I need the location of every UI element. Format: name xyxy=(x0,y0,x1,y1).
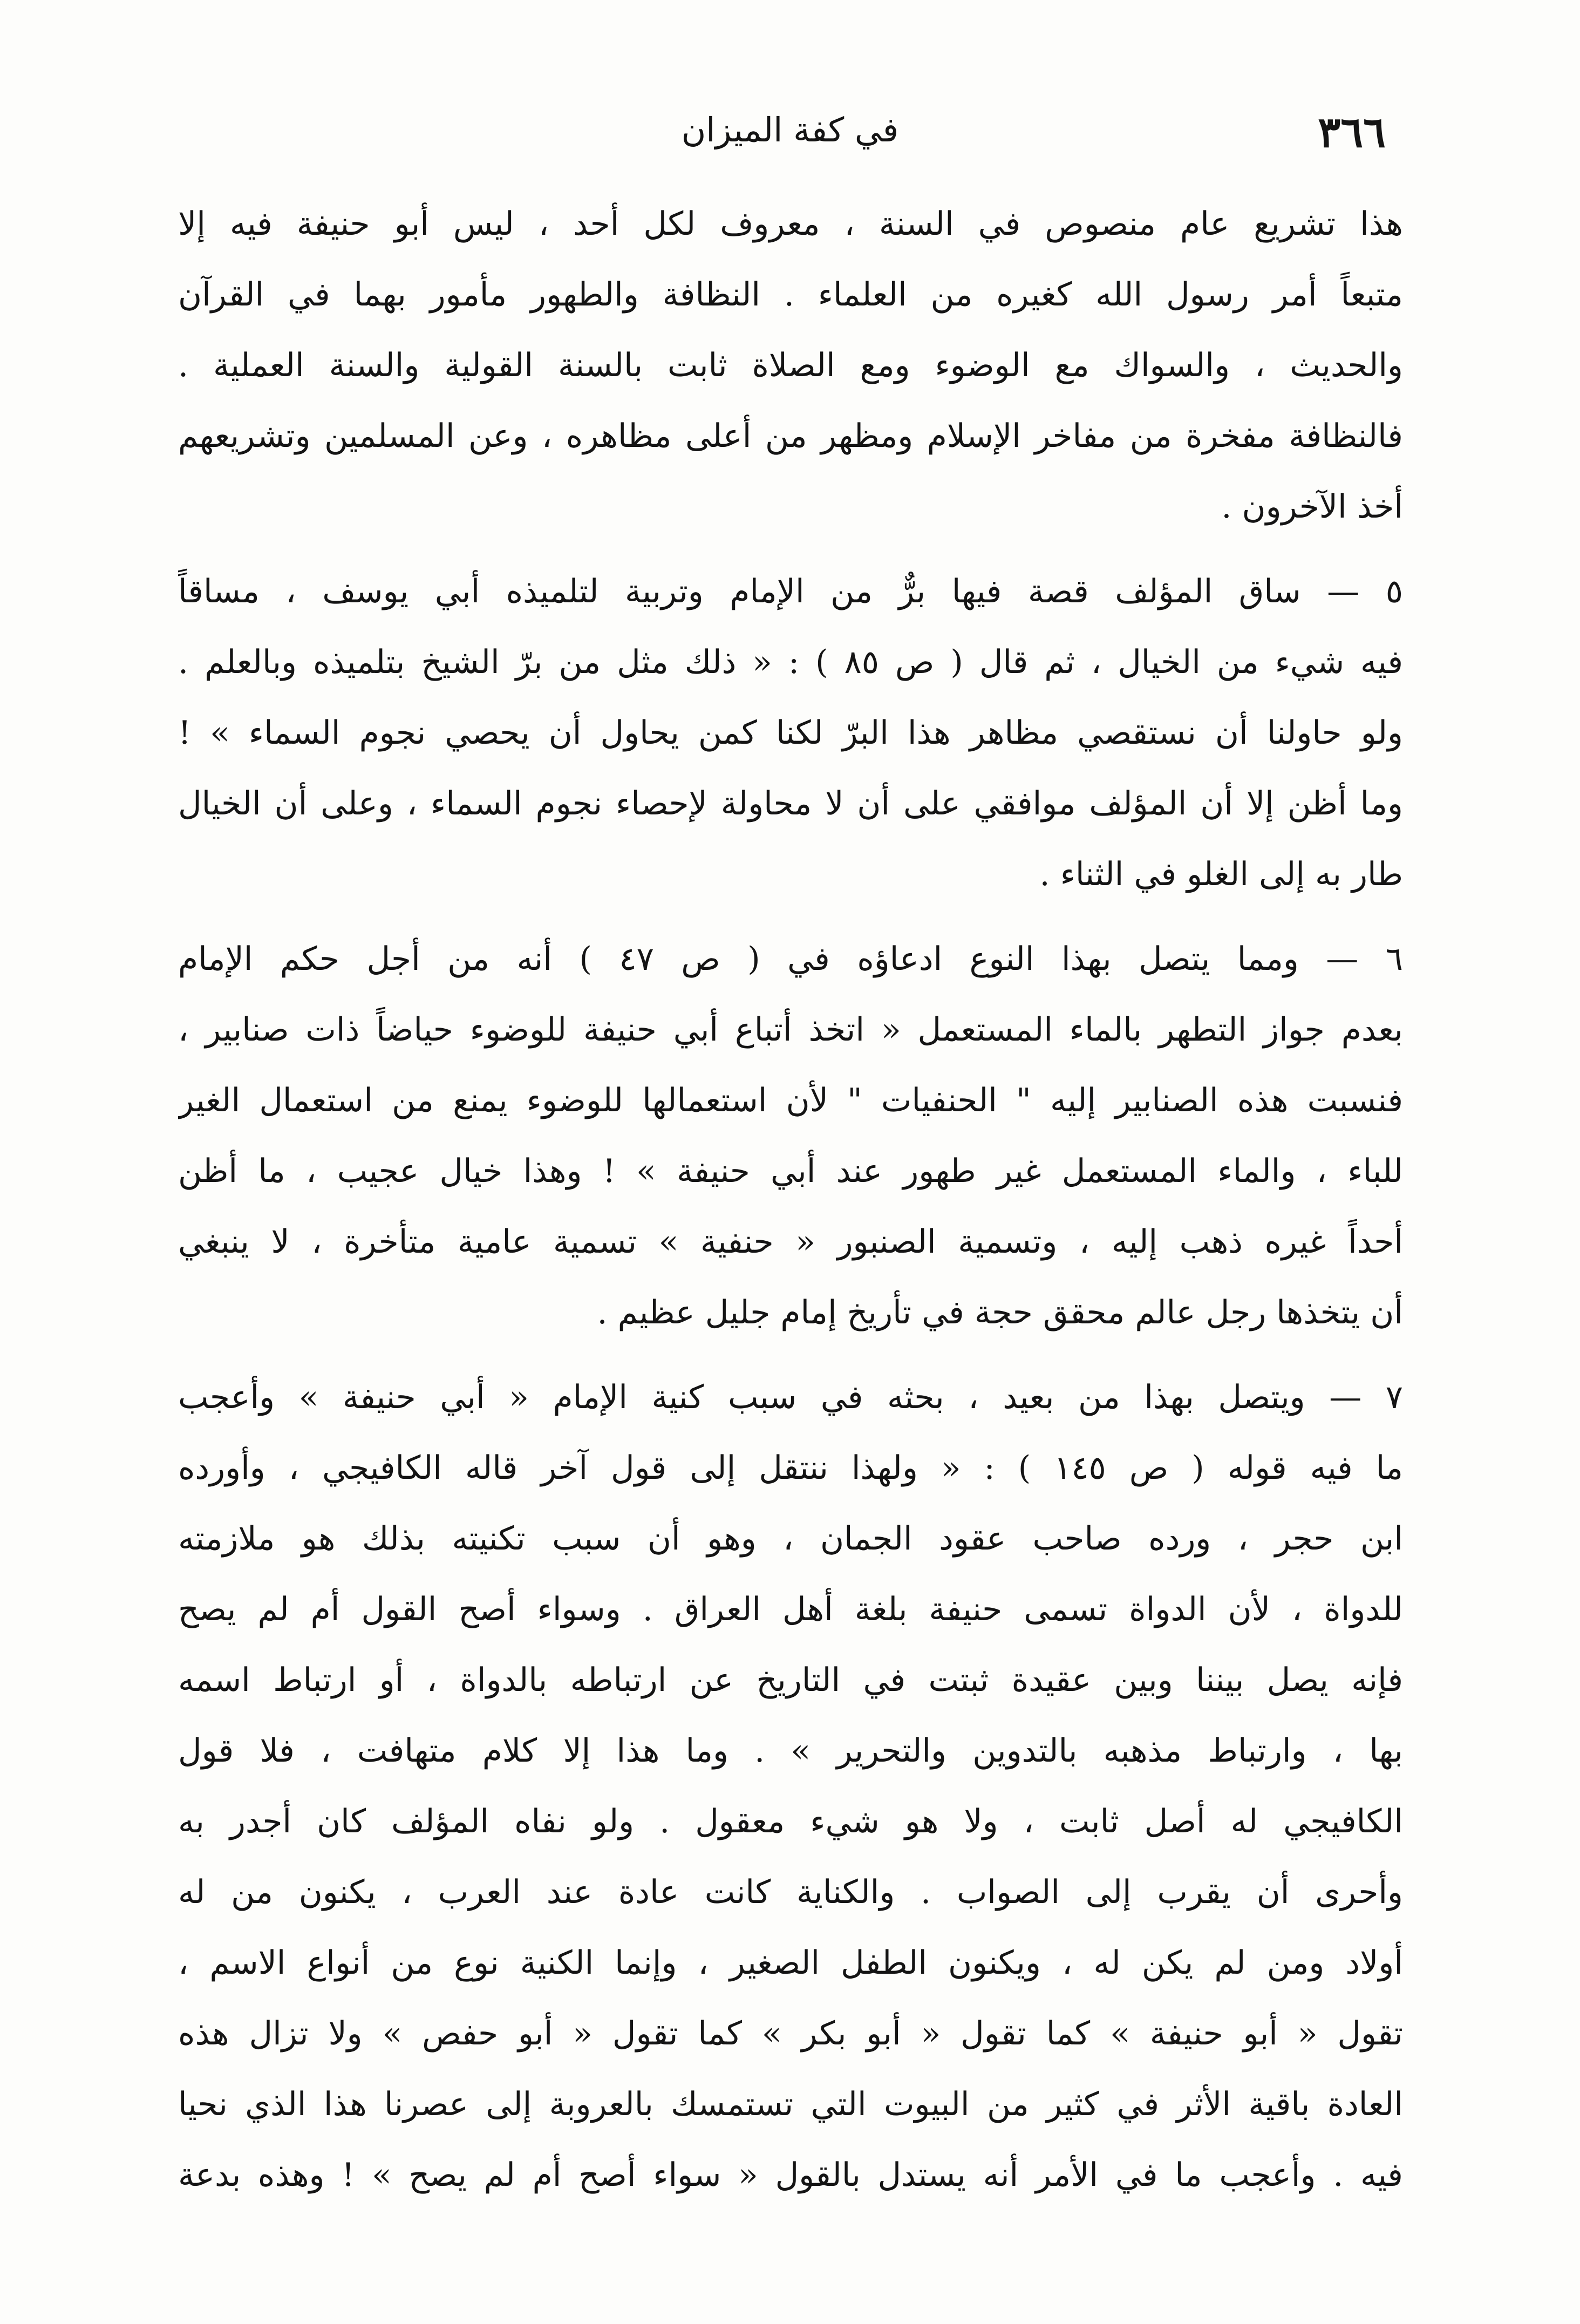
text-line: فنسبت هذه الصنابير إليه " الحنفيات " لأن استعمالها للوضوء يمنع من استعمال الغير xyxy=(178,1082,1403,1119)
text-line: هذا تشريع عام منصوص في السنة ، معروف لكل أحد ، ليس أبو حنيفة فيه إلا xyxy=(178,205,1403,243)
text-line: للباء ، والماء المستعمل غير طهور عند أبي حنيفة » ! وهذا خيال عجيب ، ما أظن xyxy=(178,1152,1403,1190)
text-line: وأحرى أن يقرب إلى الصواب . والكناية كانت عادة عند العرب ، يكنون من له xyxy=(178,1873,1403,1911)
text-line: أحداً غيره ذهب إليه ، وتسمية الصنبور « حنفية » تسمية عامية متأخرة ، لا ينبغي xyxy=(178,1223,1403,1261)
text-line: ما فيه قوله ( ص ١٤٥ ) : « ولهذا ننتقل إلى قول آخر قاله الكافيجي ، وأورده xyxy=(178,1449,1403,1487)
text-line: ٥ — ساق المؤلف قصة فيها برٌّ من الإمام وتربية لتلميذه أبي يوسف ، مساقاً xyxy=(178,573,1403,610)
text-line: ولو حاولنا أن نستقصي مظاهر هذا البرّ لكنا كمن يحاول أن يحصي نجوم السماء » ! xyxy=(178,714,1403,752)
text-line: للدواة ، لأن الدواة تسمى حنيفة بلغة أهل العراق . وسواء أصح القول أم لم يصح xyxy=(178,1591,1403,1628)
text-line: والحديث ، والسواك مع الوضوء ومع الصلاة ثابت بالسنة القولية والسنة العملية . xyxy=(178,346,1403,384)
page-body xyxy=(178,189,1403,2211)
text-line: ابن حجر ، ورده صاحب عقود الجمان ، وهو أن سبب تكنيته بذلك هو ملازمته xyxy=(178,1520,1403,1558)
text-line: فإنه يصل بيننا وبين عقيدة ثبتت في التاريخ عن ارتباطه بالدواة ، أو ارتباط اسمه xyxy=(178,1661,1403,1699)
text-line: فيه شيء من الخيال ، ثم قال ( ص ٨٥ ) : « ذلك مثل من برّ الشيخ بتلميذه وبالعلم . xyxy=(178,643,1403,681)
paragraph-5 xyxy=(178,556,1403,910)
text-line: فيه . وأعجب ما في الأمر أنه يستدل بالقول « سواء أصح أم لم يصح » ! وهذه بدعة xyxy=(178,2156,1403,2194)
running-title: في كفة الميزان xyxy=(681,110,899,150)
text-line: بعدم جواز التطهر بالماء المستعمل « اتخذ أتباع أبي حنيفة للوضوء حياضاً ذات صنابير ، xyxy=(178,1011,1403,1049)
page-header xyxy=(194,108,1386,167)
text-line: الكافيجي له أصل ثابت ، ولا هو شيء معقول . ولو نفاه المؤلف كان أجدر به xyxy=(178,1803,1403,1840)
text-line: أن يتخذها رجل عالم محقق حجة في تأريخ إمام جليل عظيم . xyxy=(597,1294,1403,1331)
text-line: بها ، وارتباط مذهبه بالتدوين والتحرير » . وما هذا إلا كلام متهافت ، فلا قول xyxy=(178,1732,1403,1770)
paragraph-7 xyxy=(178,1362,1403,2211)
text-line: ٧ — ويتصل بهذا من بعيد ، بحثه في سبب كنية الإمام « أبي حنيفة » وأعجب xyxy=(178,1378,1403,1416)
text-line: أولاد ومن لم يكن له ، ويكنون الطفل الصغير ، وإنما الكنية نوع من أنواع الاسم ، xyxy=(178,1944,1403,1982)
page-number: ٣٦٦ xyxy=(1318,108,1386,157)
text-line: فالنظافة مفخرة من مفاخر الإسلام ومظهر من أعلى مظاهره ، وعن المسلمين وتشريعهم xyxy=(178,417,1403,455)
text-line: العادة باقية الأثر في كثير من البيوت التي تستمسك بالعروبة إلى عصرنا هذا الذي نحيا xyxy=(178,2085,1403,2123)
text-line: تقول « أبو حنيفة » كما تقول « أبو بكر » كما تقول « أبو حفص » ولا تزال هذه xyxy=(178,2015,1403,2053)
text-line: وما أظن إلا أن المؤلف موافقي على أن لا محاولة لإحصاء نجوم السماء ، وعلى أن الخيال xyxy=(178,785,1403,823)
text-line: أخذ الآخرون . xyxy=(1221,488,1403,526)
paragraph-6 xyxy=(178,924,1403,1348)
text-line: ٦ — ومما يتصل بهذا النوع ادعاؤه في ( ص ٤٧ ) أنه من أجل حكم الإمام xyxy=(178,940,1403,978)
paragraph-1 xyxy=(178,189,1403,542)
text-line: طار به إلى الغلو في الثناء . xyxy=(1039,855,1403,893)
text-line: متبعاً أمر رسول الله كغيره من العلماء . النظافة والطهور مأمور بهما في القرآن xyxy=(178,276,1403,314)
